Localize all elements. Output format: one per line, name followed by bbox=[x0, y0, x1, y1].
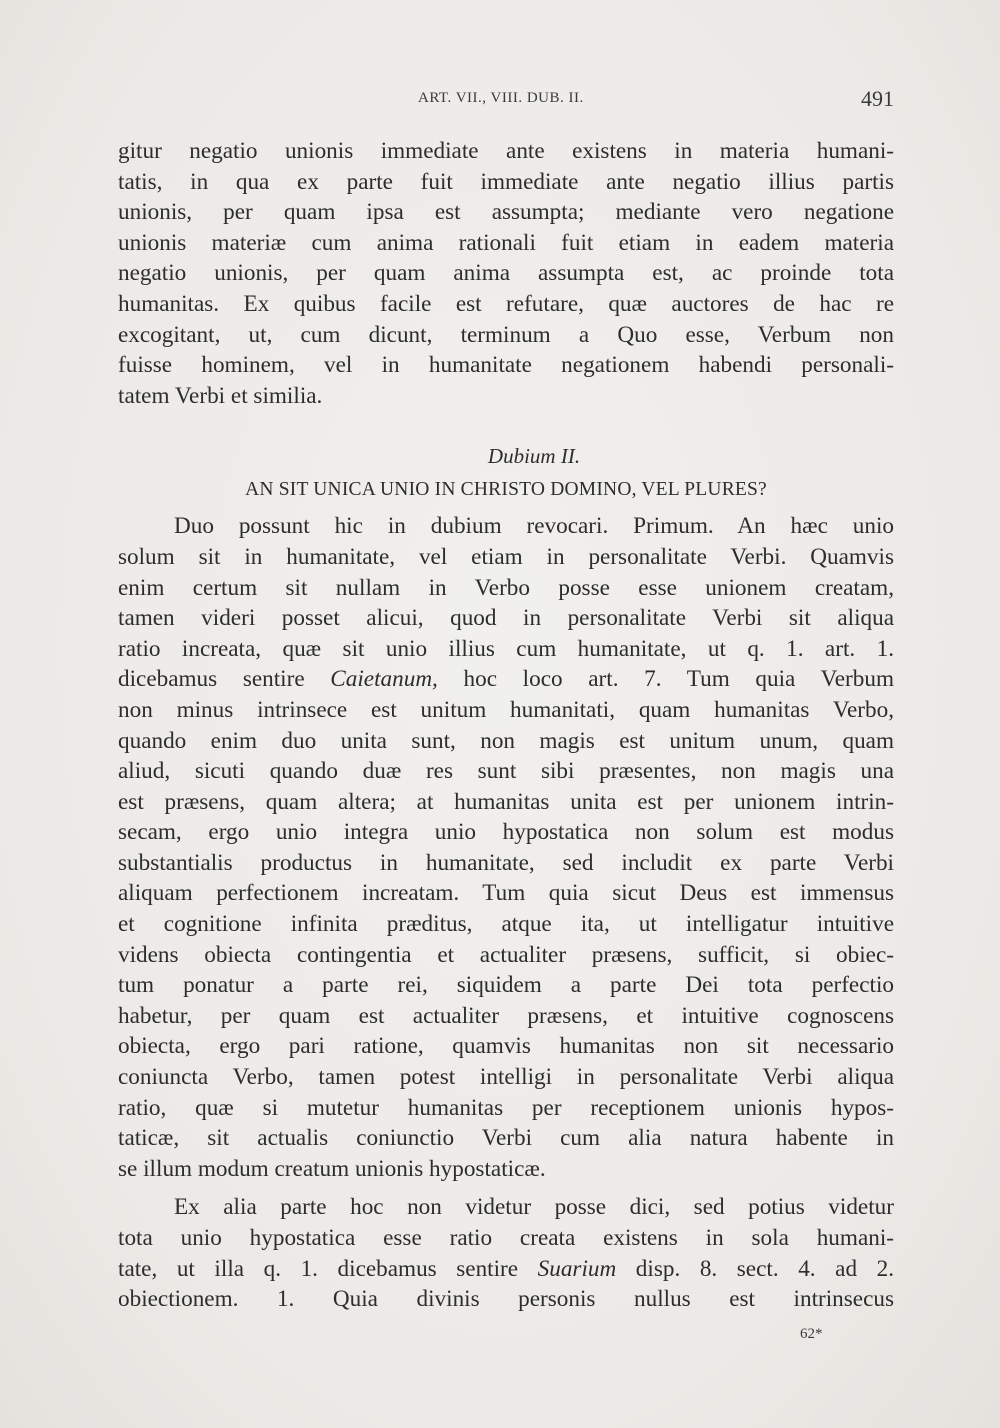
text-line: Duo possunt hic in dubium revocari. Primum. An hæc unio bbox=[174, 513, 894, 540]
text-line: tum ponatur a parte rei, siquidem a parte Dei tota perfectio bbox=[118, 972, 894, 999]
text-line: secam, ergo unio integra unio hypostatica non solum est modus bbox=[118, 819, 894, 846]
text-line: fuisse hominem, vel in humanitate negationem habendi personali- bbox=[118, 352, 894, 379]
text-line: non minus intrinsece est unitum humanitati, quam humanitas Verbo, bbox=[118, 696, 894, 723]
text-line: quando enim duo unita sunt, non magis est unitum unum, quam bbox=[118, 727, 894, 754]
text-line: gitur negatio unionis immediate ante existens in materia humani- bbox=[118, 138, 894, 164]
text-line: tatis, in qua ex parte fuit immediate ante negatio illius partis bbox=[118, 168, 894, 195]
text-line: ratio, quæ si mutetur humanitas per receptionem unionis hypos- bbox=[118, 1094, 894, 1121]
text-line: coniuncta Verbo, tamen potest intelligi in personalitate Verbi aliqua bbox=[118, 1064, 894, 1091]
text-segment: hoc loco art. 7. Tum quia Verbum bbox=[437, 666, 895, 693]
text-line: tamen videri posset alicui, quod in personalitate Verbi sit aliqua bbox=[118, 605, 894, 632]
text-line: tota unio hypostatica esse ratio creata existens in sola humani- bbox=[118, 1225, 894, 1251]
text-line bbox=[118, 664, 894, 695]
text-line: est præsens, quam altera; at humanitas unita est per unionem intrin- bbox=[118, 788, 894, 815]
text-line: negatio unionis, per quam anima assumpta est, ac proinde tota bbox=[118, 260, 894, 287]
page-header bbox=[118, 86, 894, 112]
running-head: ART. VII., VIII. DUB. II. bbox=[418, 90, 584, 106]
text-segment: tate, ut illa q. 1. dicebamus sentire bbox=[118, 1255, 538, 1282]
text-line: ratio increata, quæ sit unio illius cum humanitate, ut q. 1. art. 1. bbox=[118, 635, 894, 662]
cited-author-suarium: Suarium bbox=[537, 1255, 617, 1282]
text-line: unionis materiæ cum anima rationali fuit etiam in eadem materia bbox=[118, 229, 894, 256]
cited-author-caietanum: Caietanum, bbox=[330, 666, 438, 693]
text-line: obiecta, ergo pari ratione, quamvis humanitas non sit necessario bbox=[118, 1033, 894, 1060]
paragraph-spacer bbox=[118, 1184, 894, 1192]
text-line: Ex alia parte hoc non videtur posse dici, sed potius videtur bbox=[174, 1194, 894, 1221]
text-line: solum sit in humanitate, vel etiam in personalitate Verbi. Quamvis bbox=[118, 543, 894, 570]
paragraph-continuation bbox=[118, 136, 894, 411]
text-line: taticæ, sit actualis coniunctio Verbi cum alia natura habente in bbox=[118, 1125, 894, 1152]
page-number: 491 bbox=[861, 86, 894, 111]
text-line: se illum modum creatum unionis hypostaticæ. bbox=[118, 1155, 546, 1182]
text-line: obiectionem. 1. Quia divinis personis nullus est intrinsecus bbox=[118, 1286, 894, 1313]
text-line: tatem Verbi et similia. bbox=[118, 382, 323, 409]
text-line: excogitant, ut, cum dicunt, terminum a Quo esse, Verbum non bbox=[118, 321, 894, 348]
text-line: habetur, per quam est actualiter præsens, et intuitive cognoscens bbox=[118, 1002, 894, 1029]
signature-mark: 62* bbox=[800, 1326, 823, 1342]
text-line bbox=[118, 1254, 894, 1285]
text-line: unionis, per quam ipsa est assumpta; mediante vero negatione bbox=[118, 199, 894, 226]
text-line: substantialis productus in humanitate, sed includit ex parte Verbi bbox=[118, 849, 894, 876]
section-question-heading: AN SIT UNICA UNIO IN CHRISTO DOMINO, VEL PLURES? bbox=[245, 479, 767, 501]
paragraph-ex-alia-parte bbox=[118, 1192, 894, 1314]
body-text bbox=[118, 136, 894, 1315]
paragraph-primum bbox=[118, 511, 894, 1184]
text-line: humanitas. Ex quibus facile est refutare, quæ auctores de hac re bbox=[118, 290, 894, 317]
text-line: et cognitione infinita præditus, atque ita, ut intelligatur intuitive bbox=[118, 911, 894, 938]
section-heading-dubium: Dubium II. bbox=[487, 444, 581, 469]
text-segment: disp. 8. sect. 4. ad 2. bbox=[616, 1255, 894, 1282]
text-segment: dicebamus sentire bbox=[118, 666, 331, 693]
text-line: aliquam perfectionem increatam. Tum quia sicut Deus est immensus bbox=[118, 880, 894, 907]
text-line: aliud, sicuti quando duæ res sunt sibi præsentes, non magis una bbox=[118, 758, 894, 785]
text-line: videns obiecta contingentia et actualiter præsens, sufficit, si obiec- bbox=[118, 941, 894, 968]
text-line: enim certum sit nullam in Verbo posse esse unionem creatam, bbox=[118, 574, 894, 601]
